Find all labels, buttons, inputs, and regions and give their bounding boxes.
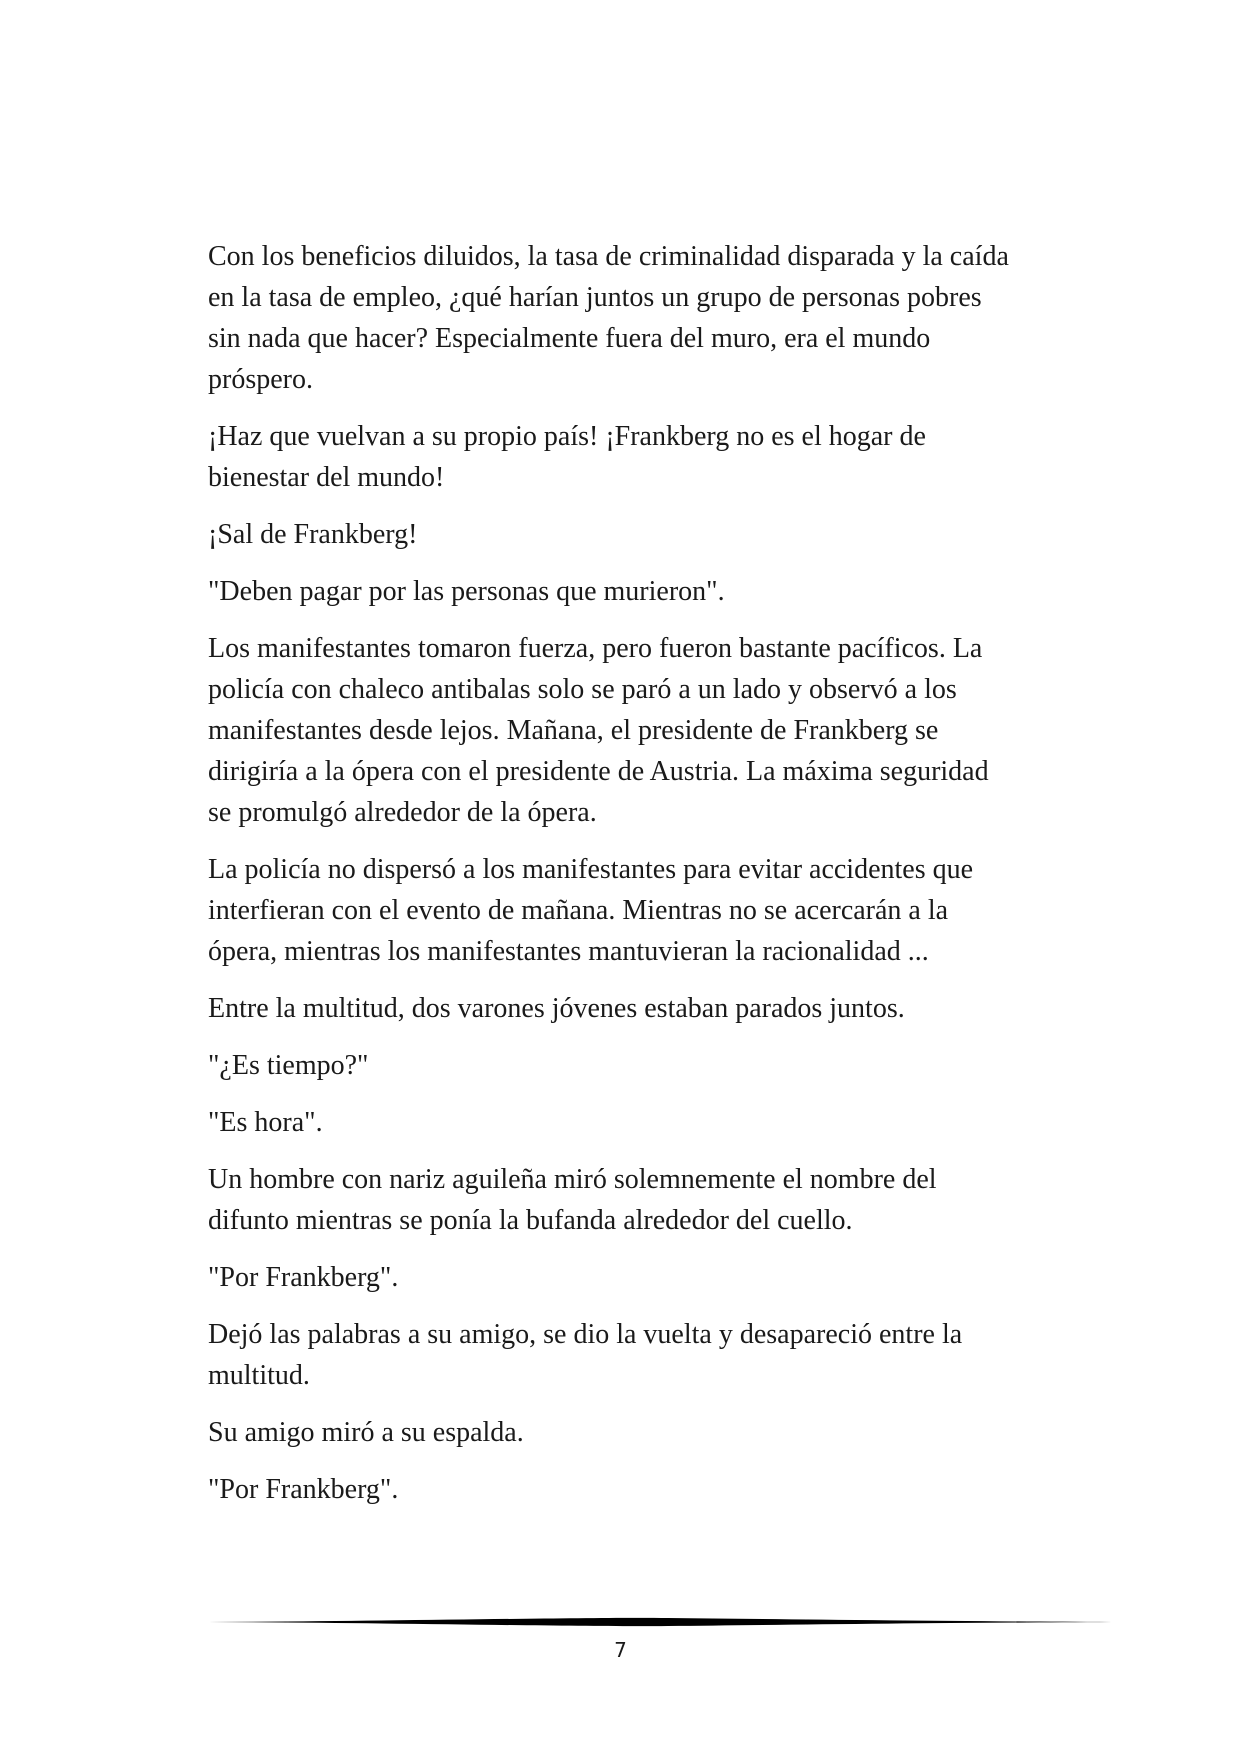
paragraph-6: La policía no dispersó a los manifestantes para evitar accidentes que interfieran con el evento de mañana. Mientras no se acercarán a la ópera, mientras los manifestantes mantuvieran la racionalidad ... bbox=[208, 854, 974, 967]
paragraph-14: "Por Frankberg". bbox=[208, 1474, 399, 1505]
paragraph-3: ¡Sal de Frankberg! bbox=[208, 519, 418, 550]
page-number: 7 bbox=[614, 1638, 627, 1662]
paragraph-13: Su amigo miró a su espalda. bbox=[208, 1417, 524, 1448]
paragraph-9: "Es hora". bbox=[208, 1107, 323, 1138]
paragraph-2: ¡Haz que vuelvan a su propio país! ¡Frankberg no es el hogar de bienestar del mundo! bbox=[208, 421, 926, 493]
paragraph-7: Entre la multitud, dos varones jóvenes estaban parados juntos. bbox=[208, 993, 905, 1024]
paragraph-8: "¿Es tiempo?" bbox=[208, 1050, 369, 1081]
paragraph-5: Los manifestantes tomaron fuerza, pero fueron bastante pacíficos. La policía con chaleco antibalas solo se paró a un lado y observó a los manifestantes desde lejos. Mañana, el presidente de Frankberg se dirigiría a la ópera con el presidente de Austria. La máxima seguridad se promulgó alrededor de la ópera. bbox=[208, 633, 989, 828]
footer-divider bbox=[208, 1615, 1112, 1629]
paragraph-12: Dejó las palabras a su amigo, se dio la vuelta y desapareció entre la multitud. bbox=[208, 1319, 963, 1391]
paragraph-11: "Por Frankberg". bbox=[208, 1262, 399, 1293]
paragraph-1: Con los beneficios diluidos, la tasa de criminalidad disparada y la caída en la tasa de empleo, ¿qué harían juntos un grupo de personas pobres sin nada que hacer? Especialmente fuera del muro, era el mundo próspero. bbox=[208, 241, 1009, 395]
paragraph-10: Un hombre con nariz aguileña miró solemnemente el nombre del difunto mientras se ponía la bufanda alrededor del cuello. bbox=[208, 1164, 937, 1236]
paragraph-4: "Deben pagar por las personas que murieron". bbox=[208, 576, 725, 607]
footer-divider-swash bbox=[208, 1618, 1112, 1626]
body-text bbox=[208, 236, 1068, 1526]
